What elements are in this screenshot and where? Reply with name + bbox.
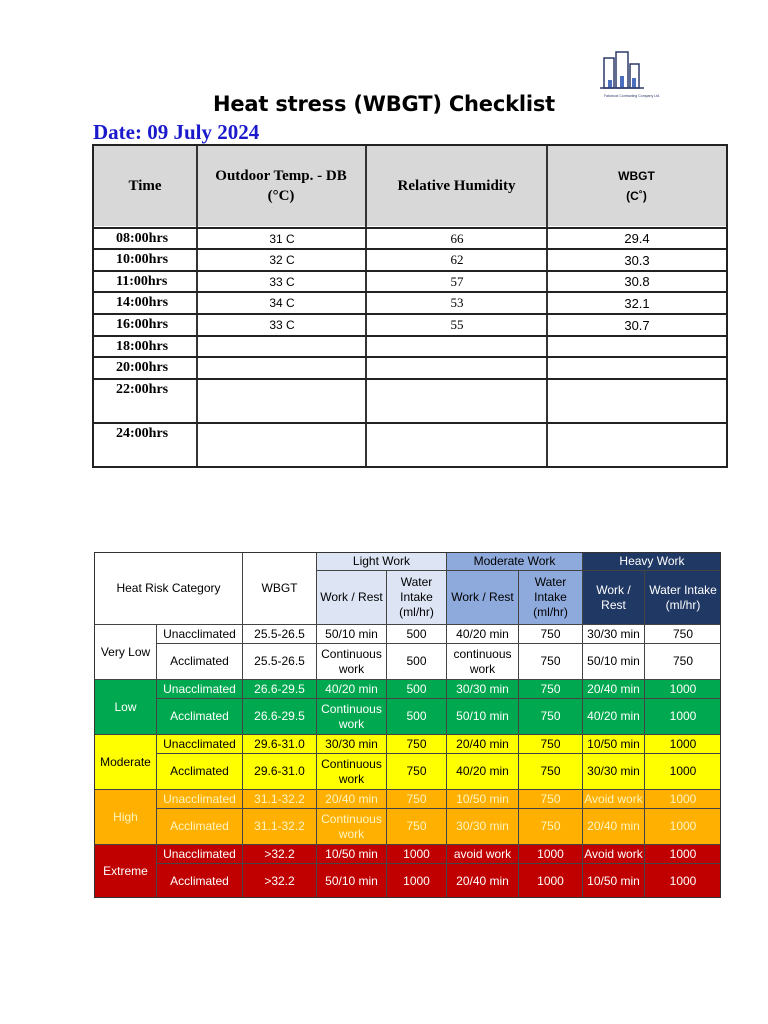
- heavy-water-cell: 1000: [645, 845, 721, 864]
- light-work-rest-cell: Continuous work: [317, 644, 387, 680]
- moderate-work-rest-cell: avoid work: [447, 845, 519, 864]
- status-cell: Unacclimated: [157, 845, 243, 864]
- time-cell: 24:00hrs: [116, 426, 169, 441]
- moderate-work-rest-cell: 30/30 min: [447, 809, 519, 845]
- humidity-cell: 66: [450, 230, 464, 246]
- time-cell: 10:00hrs: [116, 252, 169, 267]
- heavy-work-rest-cell: Avoid work: [583, 790, 645, 809]
- light-work-rest-cell: Continuous work: [317, 754, 387, 790]
- company-logo-icon: [592, 50, 672, 96]
- header-outdoor-temp: [196, 146, 366, 226]
- heavy-water-cell: 750: [645, 625, 721, 644]
- humidity-cell: 57: [450, 273, 464, 289]
- light-water-cell: 500: [387, 680, 447, 699]
- header-heat-risk-category: Heat Risk Category: [95, 553, 243, 625]
- light-work-rest-cell: 50/10 min: [317, 864, 387, 898]
- heavy-work-rest-cell: 20/40 min: [583, 809, 645, 845]
- temp-cell: 34 C: [269, 296, 295, 310]
- wbgt-range-cell: 25.5-26.5: [243, 644, 317, 680]
- status-cell: Unacclimated: [157, 625, 243, 644]
- moderate-work-rest-cell: 50/10 min: [447, 699, 519, 735]
- wbgt-cell: 30.8: [624, 274, 650, 289]
- header-relative-humidity: Relative Humidity: [397, 178, 516, 194]
- time-cell: 11:00hrs: [116, 273, 168, 289]
- wbgt-range-cell: 29.6-31.0: [243, 754, 317, 790]
- category-extreme: Extreme: [95, 845, 157, 898]
- moderate-water-cell: 750: [519, 809, 583, 845]
- heavy-water-cell: 1000: [645, 680, 721, 699]
- header-heavy-work: Heavy Work: [583, 553, 721, 571]
- category-moderate: Moderate: [95, 735, 157, 790]
- humidity-cell: 53: [450, 295, 464, 310]
- humidity-cell[interactable]: [367, 337, 547, 356]
- moderate-work-rest-cell: continuous work: [447, 644, 519, 680]
- wbgt-range-cell: >32.2: [243, 864, 317, 898]
- header-moderate-water-intake: Water Intake (ml/hr): [519, 571, 583, 625]
- wbgt-cell: 30.7: [624, 317, 650, 333]
- status-cell: Acclimated: [157, 699, 243, 735]
- status-cell: Acclimated: [157, 864, 243, 898]
- temp-cell: 33 C: [269, 274, 295, 289]
- humidity-cell: 55: [450, 317, 464, 332]
- category-high: High: [95, 790, 157, 845]
- time-cell: 08:00hrs: [116, 230, 169, 246]
- temp-cell[interactable]: [198, 358, 366, 378]
- light-water-cell: 750: [387, 809, 447, 845]
- heavy-water-cell: 1000: [645, 790, 721, 809]
- header-outdoor-temp-line1: Outdoor Temp. - DB: [215, 168, 347, 184]
- light-work-rest-cell: Continuous work: [317, 809, 387, 845]
- temp-cell: 32 C: [269, 253, 295, 267]
- moderate-water-cell: 1000: [519, 845, 583, 864]
- header-moderate-work: Moderate Work: [447, 553, 583, 571]
- moderate-water-cell: 750: [519, 699, 583, 735]
- heavy-work-rest-cell: 20/40 min: [583, 680, 645, 699]
- light-work-rest-cell: 50/10 min: [317, 625, 387, 644]
- header-light-work: Light Work: [317, 553, 447, 571]
- light-water-cell: 750: [387, 735, 447, 754]
- temp-cell: 31 C: [269, 231, 295, 246]
- light-work-rest-cell: 40/20 min: [317, 680, 387, 699]
- heavy-water-cell: 1000: [645, 699, 721, 735]
- status-cell: Acclimated: [157, 754, 243, 790]
- humidity-cell[interactable]: [367, 424, 547, 466]
- moderate-work-rest-cell: 40/20 min: [447, 625, 519, 644]
- temp-cell[interactable]: [198, 337, 366, 356]
- category-low: Low: [95, 680, 157, 735]
- moderate-work-rest-cell: 20/40 min: [447, 735, 519, 754]
- light-water-cell: 500: [387, 644, 447, 680]
- wbgt-cell[interactable]: [548, 380, 726, 422]
- header-wbgt-line2: (C˚): [626, 189, 647, 203]
- moderate-water-cell: 750: [519, 625, 583, 644]
- header-wbgt-line1: WBGT: [618, 169, 655, 183]
- heavy-work-rest-cell: 30/30 min: [583, 625, 645, 644]
- light-work-rest-cell: 30/30 min: [317, 735, 387, 754]
- wbgt-cell[interactable]: [548, 337, 726, 356]
- heavy-work-rest-cell: 10/50 min: [583, 864, 645, 898]
- heavy-water-cell: 1000: [645, 809, 721, 845]
- light-water-cell: 1000: [387, 845, 447, 864]
- moderate-work-rest-cell: 30/30 min: [447, 680, 519, 699]
- temp-cell: 33 C: [269, 318, 295, 332]
- wbgt-range-cell: 25.5-26.5: [243, 625, 317, 644]
- moderate-water-cell: 750: [519, 735, 583, 754]
- heavy-work-rest-cell: 10/50 min: [583, 735, 645, 754]
- wbgt-cell[interactable]: [548, 424, 726, 466]
- light-water-cell: 500: [387, 699, 447, 735]
- category-very-low: Very Low: [95, 625, 157, 680]
- light-work-rest-cell: Continuous work: [317, 699, 387, 735]
- light-water-cell: 500: [387, 625, 447, 644]
- page-title: Heat stress (WBGT) Checklist: [212, 92, 555, 116]
- temp-cell[interactable]: [198, 380, 366, 422]
- header-time: Time: [128, 178, 162, 194]
- heavy-work-rest-cell: Avoid work: [583, 845, 645, 864]
- moderate-water-cell: 750: [519, 790, 583, 809]
- heavy-work-rest-cell: 30/30 min: [583, 754, 645, 790]
- light-work-rest-cell: 10/50 min: [317, 845, 387, 864]
- wbgt-checklist-table: [92, 144, 728, 468]
- light-water-cell: 750: [387, 790, 447, 809]
- moderate-water-cell: 750: [519, 754, 583, 790]
- wbgt-cell: 29.4: [624, 231, 650, 246]
- wbgt-range-cell: 26.6-29.5: [243, 680, 317, 699]
- time-cell: 22:00hrs: [116, 382, 169, 397]
- header-light-water-intake: Water Intake (ml/hr): [387, 571, 447, 625]
- light-water-cell: 750: [387, 754, 447, 790]
- heat-risk-table: [94, 552, 721, 898]
- light-work-rest-cell: 20/40 min: [317, 790, 387, 809]
- header-outdoor-temp-line2: (°C): [267, 188, 295, 204]
- status-cell: Unacclimated: [157, 680, 243, 699]
- time-cell: 18:00hrs: [116, 338, 169, 354]
- heavy-work-rest-cell: 50/10 min: [583, 644, 645, 680]
- status-cell: Acclimated: [157, 644, 243, 680]
- wbgt-range-cell: 31.1-32.2: [243, 790, 317, 809]
- moderate-work-rest-cell: 10/50 min: [447, 790, 519, 809]
- header-light-work-rest: Work / Rest: [317, 571, 387, 625]
- header-wbgt: [547, 146, 726, 226]
- humidity-cell: 62: [450, 252, 464, 267]
- status-cell: Unacclimated: [157, 735, 243, 754]
- checklist-date: Date: 09 July 2024: [93, 120, 260, 144]
- moderate-water-cell: 750: [519, 680, 583, 699]
- status-cell: Unacclimated: [157, 790, 243, 809]
- humidity-cell[interactable]: [367, 380, 547, 422]
- wbgt-range-cell: >32.2: [243, 845, 317, 864]
- status-cell: Acclimated: [157, 809, 243, 845]
- light-water-cell: 1000: [387, 864, 447, 898]
- wbgt-cell: 30.3: [624, 252, 650, 268]
- moderate-water-cell: 750: [519, 644, 583, 680]
- header-heavy-work-rest: Work / Rest: [583, 571, 645, 625]
- wbgt-cell: 32.1: [624, 295, 650, 311]
- heavy-water-cell: 750: [645, 644, 721, 680]
- heavy-water-cell: 1000: [645, 735, 721, 754]
- wbgt-range-cell: 26.6-29.5: [243, 699, 317, 735]
- header-moderate-work-rest: Work / Rest: [447, 571, 519, 625]
- wbgt-range-cell: 31.1-32.2: [243, 809, 317, 845]
- time-cell: 14:00hrs: [116, 295, 169, 310]
- heavy-work-rest-cell: 40/20 min: [583, 699, 645, 735]
- time-cell: 20:00hrs: [116, 360, 169, 375]
- logo-text: Fabwood Contracting Company Ltd.: [603, 94, 661, 98]
- heavy-water-cell: 1000: [645, 864, 721, 898]
- temp-cell[interactable]: [198, 424, 366, 466]
- moderate-work-rest-cell: 20/40 min: [447, 864, 519, 898]
- heavy-water-cell: 1000: [645, 754, 721, 790]
- wbgt-cell[interactable]: [548, 358, 726, 378]
- time-cell: 16:00hrs: [116, 317, 169, 332]
- humidity-cell[interactable]: [367, 358, 547, 378]
- header-wbgt: WBGT: [243, 553, 317, 625]
- moderate-water-cell: 1000: [519, 864, 583, 898]
- moderate-work-rest-cell: 40/20 min: [447, 754, 519, 790]
- wbgt-range-cell: 29.6-31.0: [243, 735, 317, 754]
- header-heavy-water-intake: Water Intake (ml/hr): [645, 571, 721, 625]
